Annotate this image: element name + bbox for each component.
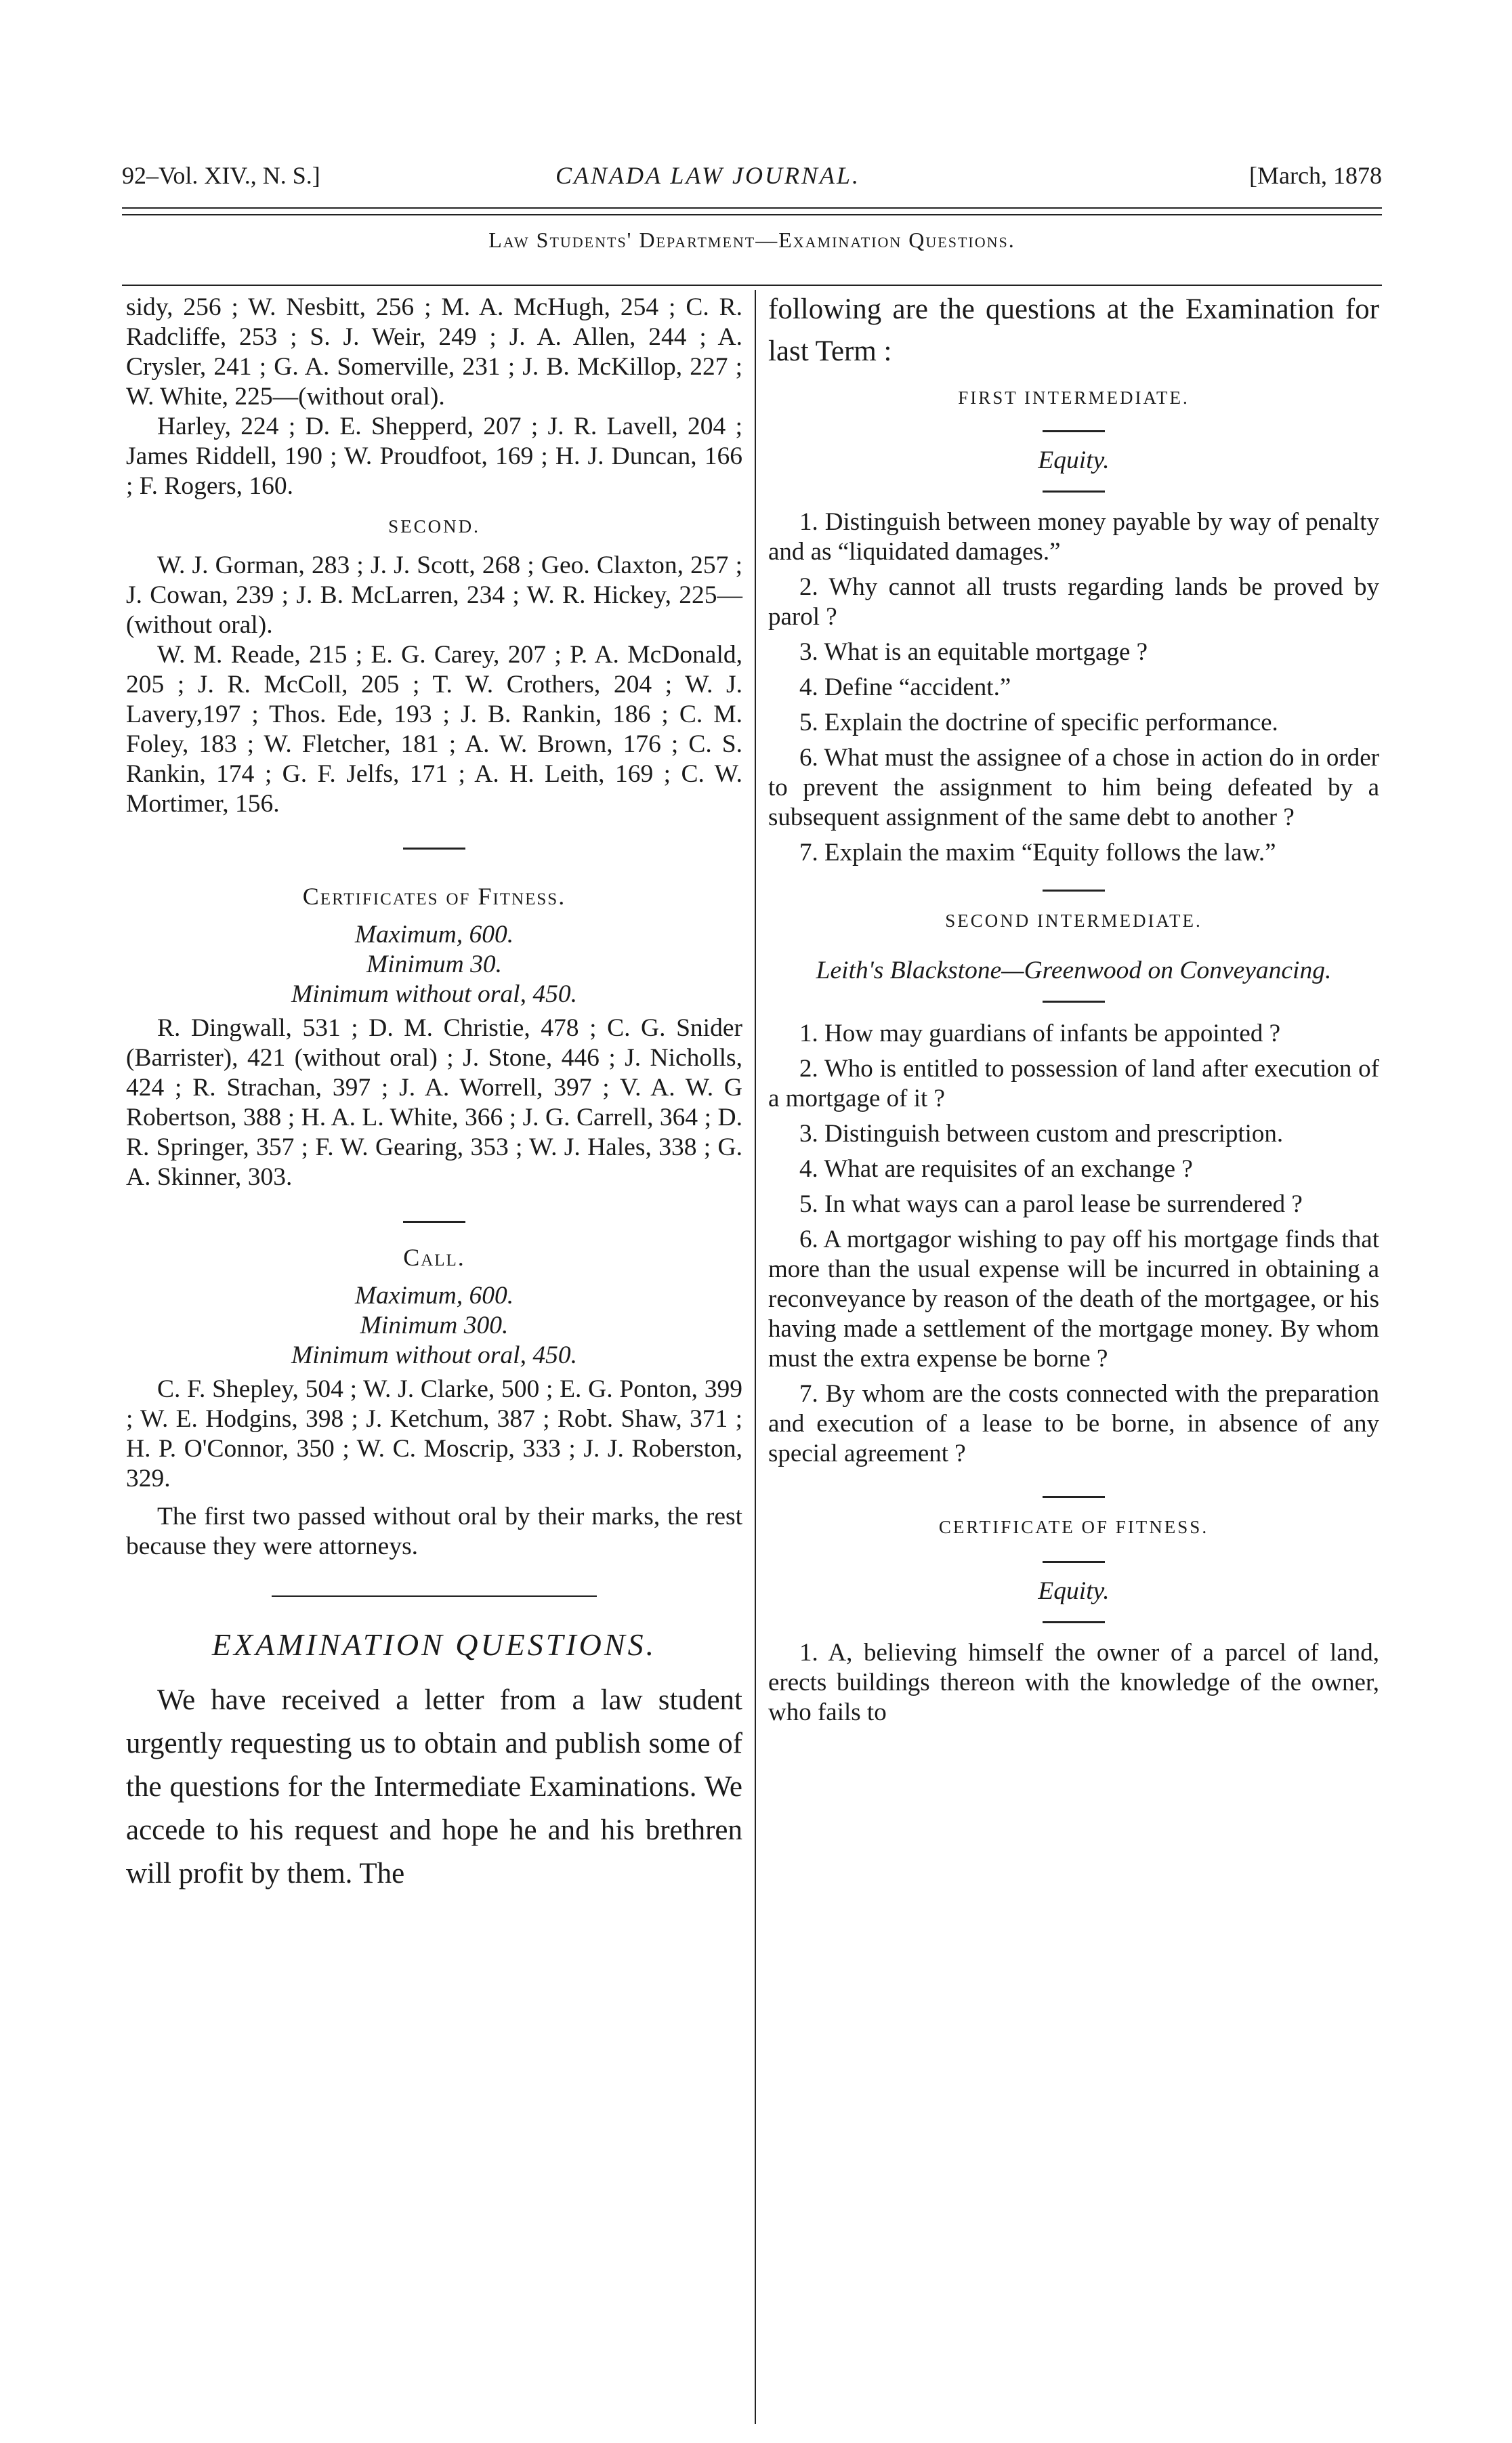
section-divider (1043, 490, 1105, 493)
article-divider (272, 1595, 597, 1597)
first-intermediate-heading: FIRST INTERMEDIATE. (958, 388, 1190, 408)
article-title: EXAMINATION QUESTIONS. (211, 1627, 657, 1662)
section-divider (1043, 430, 1105, 432)
section-subheader: Law Students' Department—Examination Questions. (488, 228, 1015, 252)
second-intermediate-heading: SECOND INTERMEDIATE. (945, 911, 1202, 931)
question: 2. Why cannot all trusts regarding lands be proved by parol ? (768, 573, 1379, 631)
subject-heading: Equity. (1038, 1577, 1110, 1605)
section-divider (403, 1221, 465, 1223)
certificate-of-fitness-heading: CERTIFICATE OF FITNESS. (938, 1517, 1209, 1537)
results-paragraph: sidy, 256 ; W. Nesbitt, 256 ; M. A. McHugh, 254 ; C. R. Radcliffe, 253 ; S. J. Weir, 249 ; J. A. Allen, 244 ; A. Crysler, 241 ; G. A. Somerville, 231 ; J. B. McKillop, 227 ; W. White, 225—(without oral). (126, 293, 742, 411)
results-paragraph: C. F. Shepley, 504 ; W. J. Clarke, 500 ; E. G. Ponton, 399 ; W. E. Hodgins, 398 ; J. Ketchum, 387 ; Robt. Shaw, 371 ; H. P. O'Connor, 350 ; W. C. Moscrip, 333 ; J. J. Roberston, 329. (126, 1375, 742, 1492)
question: 1. How may guardians of infants be appointed ? (799, 1020, 1281, 1047)
header-rule-bottom (122, 214, 1382, 215)
question: 6. A mortgagor wishing to pay off his mortgage finds that more than the usual expense will be incurred in obtaining a reconveyance by reason of the death of the mortgagee, or his having made a settlement of the mortgage money. By whom must the extra expense be borne ? (768, 1226, 1379, 1373)
running-header (122, 161, 1382, 202)
maximum-line: Maximum, 600. (354, 1282, 514, 1310)
subheader-rule (122, 285, 1382, 286)
results-paragraph: W. J. Gorman, 283 ; J. J. Scott, 268 ; Geo. Claxton, 257 ; J. Cowan, 239 ; J. B. McLarren, 234 ; W. R. Hickey, 225—(without oral). (126, 551, 742, 639)
subject-heading: Equity. (1038, 446, 1110, 474)
question: 3. Distinguish between custom and prescription. (799, 1120, 1284, 1148)
section-divider (403, 848, 465, 850)
question: 1. Distinguish between money payable by way of penalty and as “liquidated damages.” (768, 508, 1379, 566)
left-column (126, 293, 742, 1896)
issue-date: [March, 1878 (1249, 162, 1382, 189)
call-heading: Call. (403, 1244, 465, 1271)
minimum-line: Minimum 30. (366, 951, 502, 978)
section-divider (1043, 890, 1105, 892)
results-paragraph: R. Dingwall, 531 ; D. M. Christie, 478 ; C. G. Snider (Barrister), 421 (without oral) ; J. Stone, 446 ; J. Nicholls, 424 ; R. Strachan, 397 ; J. A. Worrell, 397 ; V. A. W. G Robertson, 388 ; H. A. L. White, 366 ; J. G. Carrell, 364 ; D. R. Springer, 357 ; F. W. Gearing, 353 ; W. J. Hales, 338 ; G. A. Skinner, 303. (126, 1014, 742, 1191)
header-rule-top (122, 207, 1382, 209)
question: 1. A, believing himself the owner of a parcel of land, erects buildings thereon with the knowledge of the owner, who fails to (768, 1639, 1379, 1726)
second-heading: SECOND. (388, 516, 480, 537)
results-note: The first two passed without oral by their marks, the rest because they were attorneys. (126, 1503, 742, 1560)
article-body: We have received a letter from a law student urgently requesting us to obtain and publish some of the questions for the Intermediate Examinations. We accede to his request and hope he and his brethren will profit by them. The (126, 1684, 742, 1889)
minimum-without-oral-line: Minimum without oral, 450. (291, 1341, 577, 1369)
section-divider (1043, 1001, 1105, 1003)
journal-title: CANADA LAW JOURNAL. (555, 162, 860, 189)
question: 5. In what ways can a parol lease be surrendered ? (799, 1190, 1303, 1218)
certificates-heading: Certificates of Fitness. (302, 883, 566, 910)
minimum-without-oral-line: Minimum without oral, 450. (291, 980, 577, 1008)
question: 7. By whom are the costs connected with the preparation and execution of a lease to be borne, in absence of any special agreement ? (768, 1380, 1379, 1467)
question: 5. Explain the doctrine of specific performance. (799, 709, 1278, 736)
page-volume: 92–Vol. XIV., N. S.] (122, 162, 320, 189)
results-paragraph: W. M. Reade, 215 ; E. G. Carey, 207 ; P. A. McDonald, 205 ; J. R. McColl, 205 ; T. W. Crothers, 204 ; W. J. Lavery,197 ; Thos. Ede, 193 ; J. B. Rankin, 186 ; C. M. Foley, 183 ; W. Fletcher, 181 ; A. W. Brown, 176 ; C. S. Rankin, 174 ; G. F. Jelfs, 171 ; A. H. Leith, 169 ; C. W. Mortimer, 156. (126, 641, 742, 818)
first-intermediate-questions (768, 507, 1379, 868)
maximum-line: Maximum, 600. (354, 921, 514, 948)
question: 4. Define “accident.” (799, 673, 1011, 701)
question: 6. What must the assignee of a chose in action do in order to prevent the assignment to him being defeated by a subsequent assignment of the same debt to another ? (768, 744, 1379, 831)
minimum-line: Minimum 300. (360, 1312, 509, 1339)
right-column (768, 293, 1379, 1728)
results-paragraph: Harley, 224 ; D. E. Shepperd, 207 ; J. R. Lavell, 204 ; James Riddell, 190 ; W. Proudfoot, 169 ; H. J. Duncan, 166 ; F. Rogers, 160. (126, 413, 742, 500)
section-divider (1043, 1621, 1105, 1623)
column-divider (755, 290, 756, 2424)
section-divider (1043, 1561, 1105, 1563)
question: 7. Explain the maxim “Equity follows the law.” (799, 839, 1276, 866)
question: 4. What are requisites of an exchange ? (799, 1155, 1193, 1183)
section-divider (1043, 1496, 1105, 1498)
second-intermediate-questions (768, 1019, 1379, 1469)
subject-heading: Leith's Blackstone—Greenwood on Conveyancing. (816, 957, 1332, 984)
question: 2. Who is entitled to possession of land after execution of a mortgage of it ? (768, 1055, 1379, 1112)
article-body-continued: following are the questions at the Examination for last Term : (768, 293, 1379, 367)
question: 3. What is an equitable mortgage ? (799, 638, 1148, 666)
